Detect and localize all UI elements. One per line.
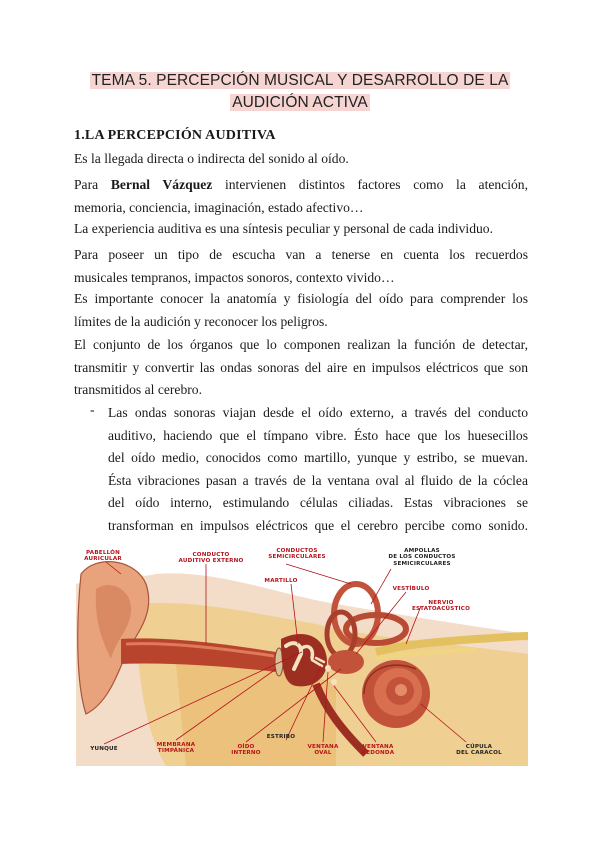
p2-rest: intervienen distintos factores como la atención, — [212, 177, 528, 192]
label-conducto-2: AUDITIVO EXTERNO — [178, 558, 244, 565]
label-yunque — [82, 746, 126, 752]
title-line-2: AUDICIÓN ACTIVA — [232, 94, 368, 111]
paragraph-2 — [74, 174, 528, 219]
label-ventana-oval-1: VENTANA — [307, 744, 339, 750]
label-yunque-1: YUNQUE — [90, 746, 118, 752]
paragraph-3 — [74, 218, 528, 241]
ear-anatomy-diagram — [76, 544, 528, 766]
label-conductos-1: CONDUCTOS — [276, 548, 318, 554]
paragraph-4-line-2: musicales tempranos, impactos sonoros, contexto vivido… — [74, 269, 395, 285]
label-membrana-2: TIMPÁNICA — [157, 748, 195, 755]
label-vestibulo-1: VESTÍBULO — [392, 586, 430, 592]
paragraph-5-line-2: límites de la audición y reconocer los peligros. — [74, 313, 328, 329]
label-membrana — [146, 742, 206, 755]
label-ventana-redonda-2: REDONDA — [361, 750, 395, 757]
label-ventana-redonda — [352, 744, 404, 757]
label-conductos-semicirculares — [262, 548, 332, 561]
paragraph-6-line-1: El conjunto de los órganos que lo componen realizan la función de detectar, — [74, 337, 528, 352]
label-ampollas-2: DE LOS CONDUCTOS — [388, 554, 456, 561]
label-pabellon-1: PABELLÓN — [86, 550, 120, 556]
paragraph-6 — [74, 334, 528, 402]
label-vestibulo — [386, 586, 436, 592]
label-estribo — [261, 734, 301, 740]
paragraph-5 — [74, 288, 528, 333]
paragraph-5-line-1: Es importante conocer la anatomía y fisiología del oído para comprender los — [74, 291, 528, 306]
label-pabellon — [78, 550, 128, 563]
label-ventana-oval-2: OVAL — [314, 750, 332, 757]
label-ventana-oval — [298, 744, 348, 757]
paragraph-1-text: Es la llegada directa o indirecta del sonido al oído. — [74, 151, 349, 166]
label-nervio-2: ESTATOACÚSTICO — [411, 606, 471, 613]
bullet-line-6: transforman en impulsos eléctricos que el cerebro percibe como sonido. — [108, 517, 528, 533]
paragraph-6-line-2: transmitir y convertir las ondas sonoras del aire en impulsos eléctricos que son — [74, 359, 528, 375]
label-cupula — [446, 744, 512, 757]
label-conducto — [171, 552, 251, 565]
paragraph-6-line-3: transmitidos al cerebro. — [74, 382, 202, 397]
bullet-line-5: del oído interno, estimulando células ciliadas. Estas vibraciones se — [108, 495, 528, 510]
label-oido-interno — [221, 744, 271, 757]
paragraph-4-line-1: Para poseer un tipo de escucha van a tenerse en cuenta los recuerdos — [74, 247, 528, 262]
p2-lead: Para — [74, 177, 111, 192]
label-ampollas-1: AMPOLLAS — [404, 548, 440, 554]
label-nervio — [406, 600, 476, 613]
author-name: Bernal Vázquez — [110, 177, 213, 192]
label-ventana-redonda-1: VENTANA — [362, 744, 394, 750]
paragraph-3-text: La experiencia auditiva es una síntesis peculiar y personal de cada individuo. — [74, 221, 493, 236]
paragraph-4 — [74, 244, 528, 289]
label-estribo-1: ESTRIBO — [266, 734, 296, 740]
label-ampollas — [372, 548, 472, 567]
label-nervio-1: NERVIO — [428, 600, 454, 606]
bullet-dash: - — [90, 402, 95, 417]
label-cupula-1: CÚPULA — [465, 744, 493, 750]
bullet-line-3: del oído medio, conocidos como martillo, yunque y estribo, se muevan. — [108, 450, 528, 465]
label-martillo — [256, 578, 306, 584]
page-title — [0, 70, 600, 114]
label-ampollas-3: SEMICIRCULARES — [393, 560, 451, 567]
label-oido-2: INTERNO — [231, 750, 261, 757]
label-martillo-1: MARTILLO — [264, 578, 298, 584]
bullet-line-4: Ésta vibraciones pasan a través de la ventana oval al fluido de la cóclea — [108, 472, 528, 488]
title-line-1: TEMA 5. PERCEPCIÓN MUSICAL Y DESARROLLO DE LA — [91, 72, 509, 89]
label-oido-1: OÍDO — [237, 744, 255, 750]
paragraph-1 — [74, 148, 528, 171]
section-heading: 1.LA PERCEPCIÓN AUDITIVA — [74, 128, 276, 143]
paragraph-2-line-2: memoria, conciencia, imaginación, estado afectivo… — [74, 199, 364, 215]
bullet-line-2: auditivo, haciendo que el tímpano vibre. Ésto hace que los huesecillos — [108, 427, 528, 443]
label-cupula-2: DEL CARACOL — [456, 750, 502, 757]
label-membrana-1: MEMBRANA — [156, 742, 196, 748]
label-pabellon-2: AURICULAR — [84, 556, 122, 563]
bullet-line-1: Las ondas sonoras viajan desde el oído externo, a través del conducto — [108, 405, 528, 420]
paragraph-2-line-1 — [74, 174, 528, 197]
label-conductos-2: SEMICIRCULARES — [268, 554, 326, 561]
label-conducto-1: CONDUCTO — [192, 552, 230, 558]
bullet-paragraph — [108, 402, 528, 537]
